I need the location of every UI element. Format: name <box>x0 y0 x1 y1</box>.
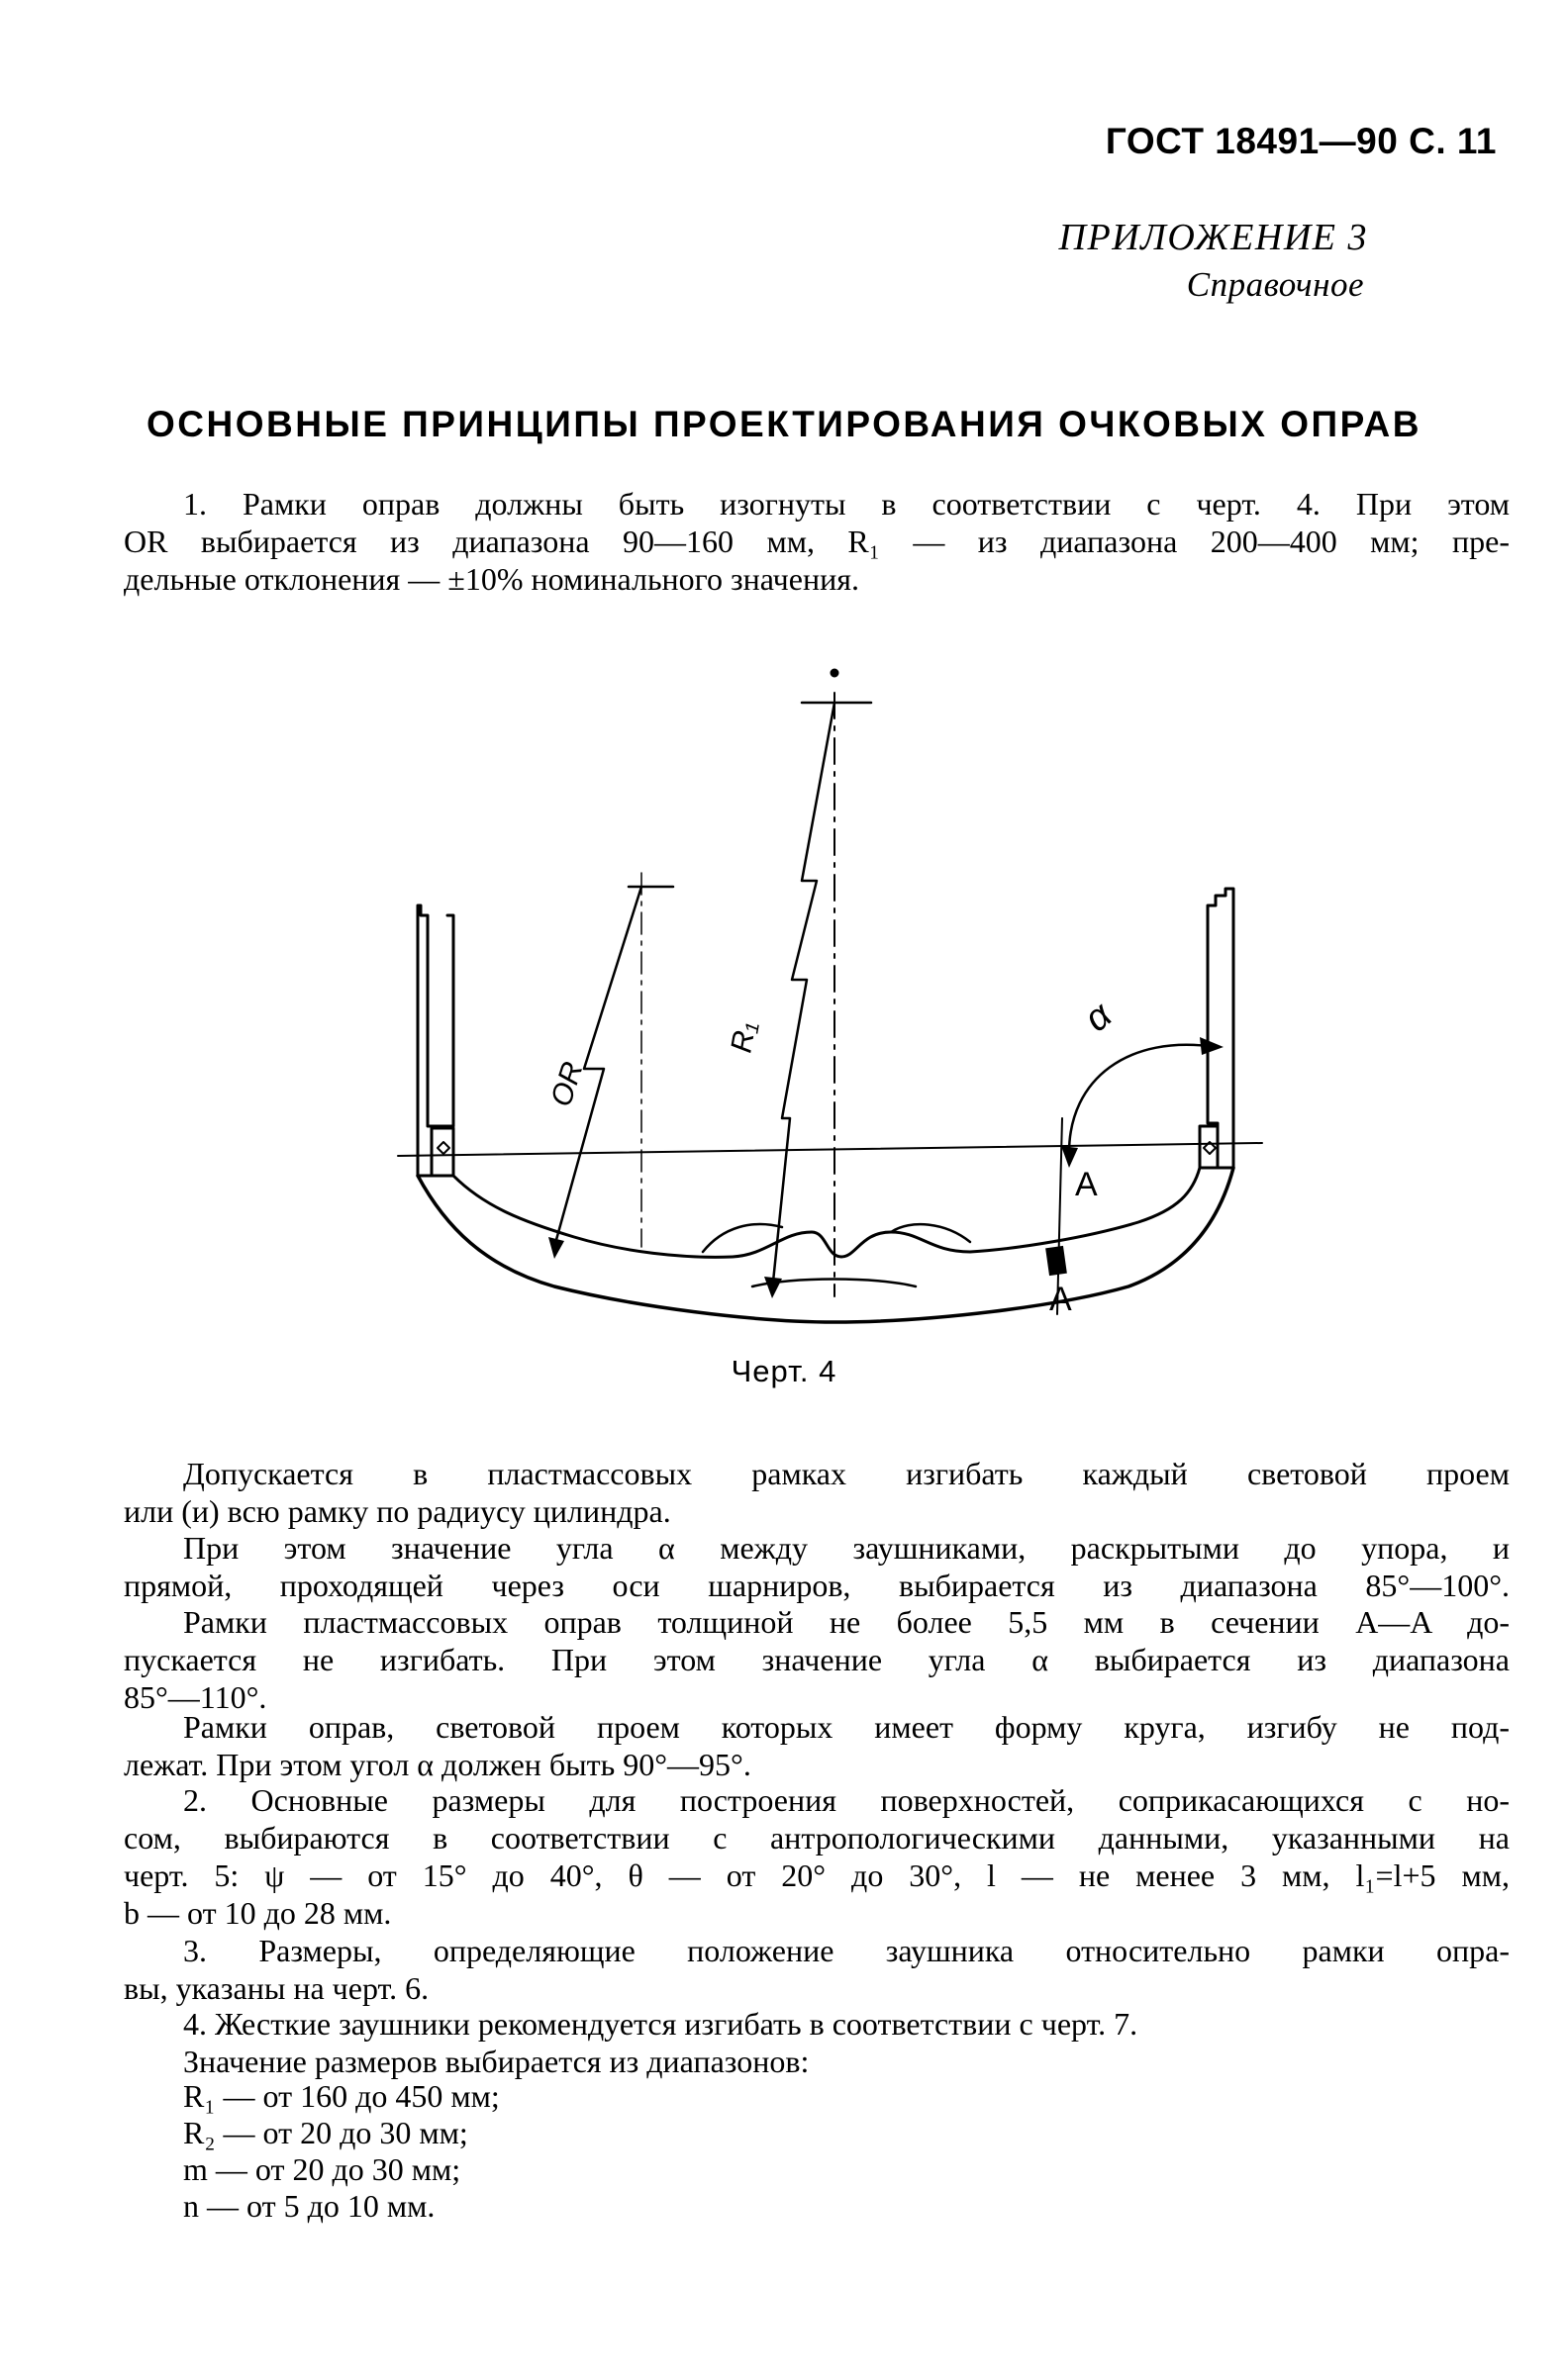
text-line: или (и) всю рамку по радиусу цилиндра. <box>124 1493 671 1529</box>
text-line: При этом значение угла α между заушниками, раскрытыми до упора, и <box>183 1530 1510 1566</box>
page-header: ГОСТ 18491—90 С. 11 <box>1105 121 1497 161</box>
text-line: 4. Жесткие заушники рекомендуется изгибать в соответствии с черт. 7. <box>183 2006 1138 2042</box>
body-paragraph-6 <box>124 1932 1510 2007</box>
figure-caption: Черт. 4 <box>731 1354 837 1388</box>
body-paragraph-3 <box>124 1603 1510 1716</box>
list-item: R₂ — от 20 до 30 мм; <box>183 2115 468 2150</box>
body-paragraph-2 <box>124 1529 1510 1604</box>
text-line: пускается не изгибать. При этом значение угла α выбирается из диапазона <box>124 1642 1510 1677</box>
text-line: 1. Рамки оправ должны быть изогнуты в соответствии с черт. 4. При этом <box>183 486 1510 522</box>
body-paragraph-1 <box>124 1455 1510 1530</box>
section-mark <box>1045 1246 1067 1276</box>
text-line: Рамки оправ, световой проем которых имеет форму круга, изгибу не под- <box>183 1709 1510 1745</box>
r1-arrowhead <box>764 1277 782 1298</box>
text-line: Допускается в пластмассовых рамках изгибать каждый световой проем <box>183 1456 1510 1491</box>
r1-radius-line <box>772 703 834 1291</box>
text-line: прямой, проходящей через оси шарниров, выбирается из диапазона 85°—100°. <box>124 1568 1510 1603</box>
body-paragraph-4 <box>124 1708 1510 1783</box>
ranges-list <box>183 2078 1568 2225</box>
appendix-title: ПРИЛОЖЕНИЕ 3 <box>1058 217 1368 258</box>
text-line: b — от 10 до 28 мм. <box>124 1895 392 1931</box>
intro-paragraph <box>124 485 1510 598</box>
or-label: OR <box>544 1058 590 1111</box>
text-line: 3. Размеры, определяющие положение заушника относительно рамки опра- <box>183 1933 1510 1968</box>
text-line: 2. Основные размеры для построения поверхностей, соприкасающихся с но- <box>183 1782 1510 1818</box>
text-line: лежат. При этом угол α должен быть 90°—95°. <box>124 1747 751 1782</box>
section-label-bottom: A <box>1049 1281 1072 1318</box>
list-item: n — от 5 до 10 мм. <box>183 2188 436 2224</box>
body-paragraph-7 <box>124 2005 1510 2080</box>
list-item: R₁ — от 160 до 450 мм; <box>183 2078 500 2114</box>
list-item: m — от 20 до 30 мм; <box>183 2151 461 2187</box>
text-line: сом, выбираются в соответствии с антропологическими данными, указанными на <box>124 1820 1510 1856</box>
document-title: ОСНОВНЫЕ ПРИНЦИПЫ ПРОЕКТИРОВАНИЯ ОЧКОВЫХ ОПРАВ <box>147 404 1421 444</box>
text-line: вы, указаны на черт. 6. <box>124 1970 430 2006</box>
text-line: 85°—110°. <box>124 1679 267 1715</box>
body-paragraph-5 <box>124 1781 1510 1932</box>
text-line: дельные отклонения — ±10% номинального значения. <box>124 561 859 597</box>
section-label-top: A <box>1075 1166 1098 1203</box>
text-line: Значение размеров выбирается из диапазонов: <box>183 2044 810 2079</box>
alpha-label: α <box>1076 994 1121 1040</box>
hinge-axis-line <box>398 1143 1262 1156</box>
text-line: черт. 5: ψ — от 15° до 40°, θ — от 20° до 30°, l — не менее 3 мм, l₁=l+5 мм, <box>124 1857 1510 1893</box>
left-temple <box>418 905 453 1126</box>
or-arrowhead <box>548 1237 564 1259</box>
alpha-arc <box>1069 1045 1216 1153</box>
appendix-subtitle: Справочное <box>1186 265 1364 304</box>
r1-center-dot <box>831 669 838 677</box>
alpha-arrowhead-high <box>1200 1037 1224 1055</box>
text-line: Рамки пластмассовых оправ толщиной не более 5,5 мм в сечении A—A до- <box>183 1604 1510 1640</box>
text-line: OR выбирается из диапазона 90—160 мм, R₁ — из диапазона 200—400 мм; пре- <box>124 524 1510 559</box>
lens-bump-left <box>703 1224 782 1252</box>
alpha-arrowhead-low <box>1061 1146 1078 1168</box>
frame-bending-drawing <box>376 653 1267 1326</box>
r1-label: R₁ <box>725 1018 763 1056</box>
